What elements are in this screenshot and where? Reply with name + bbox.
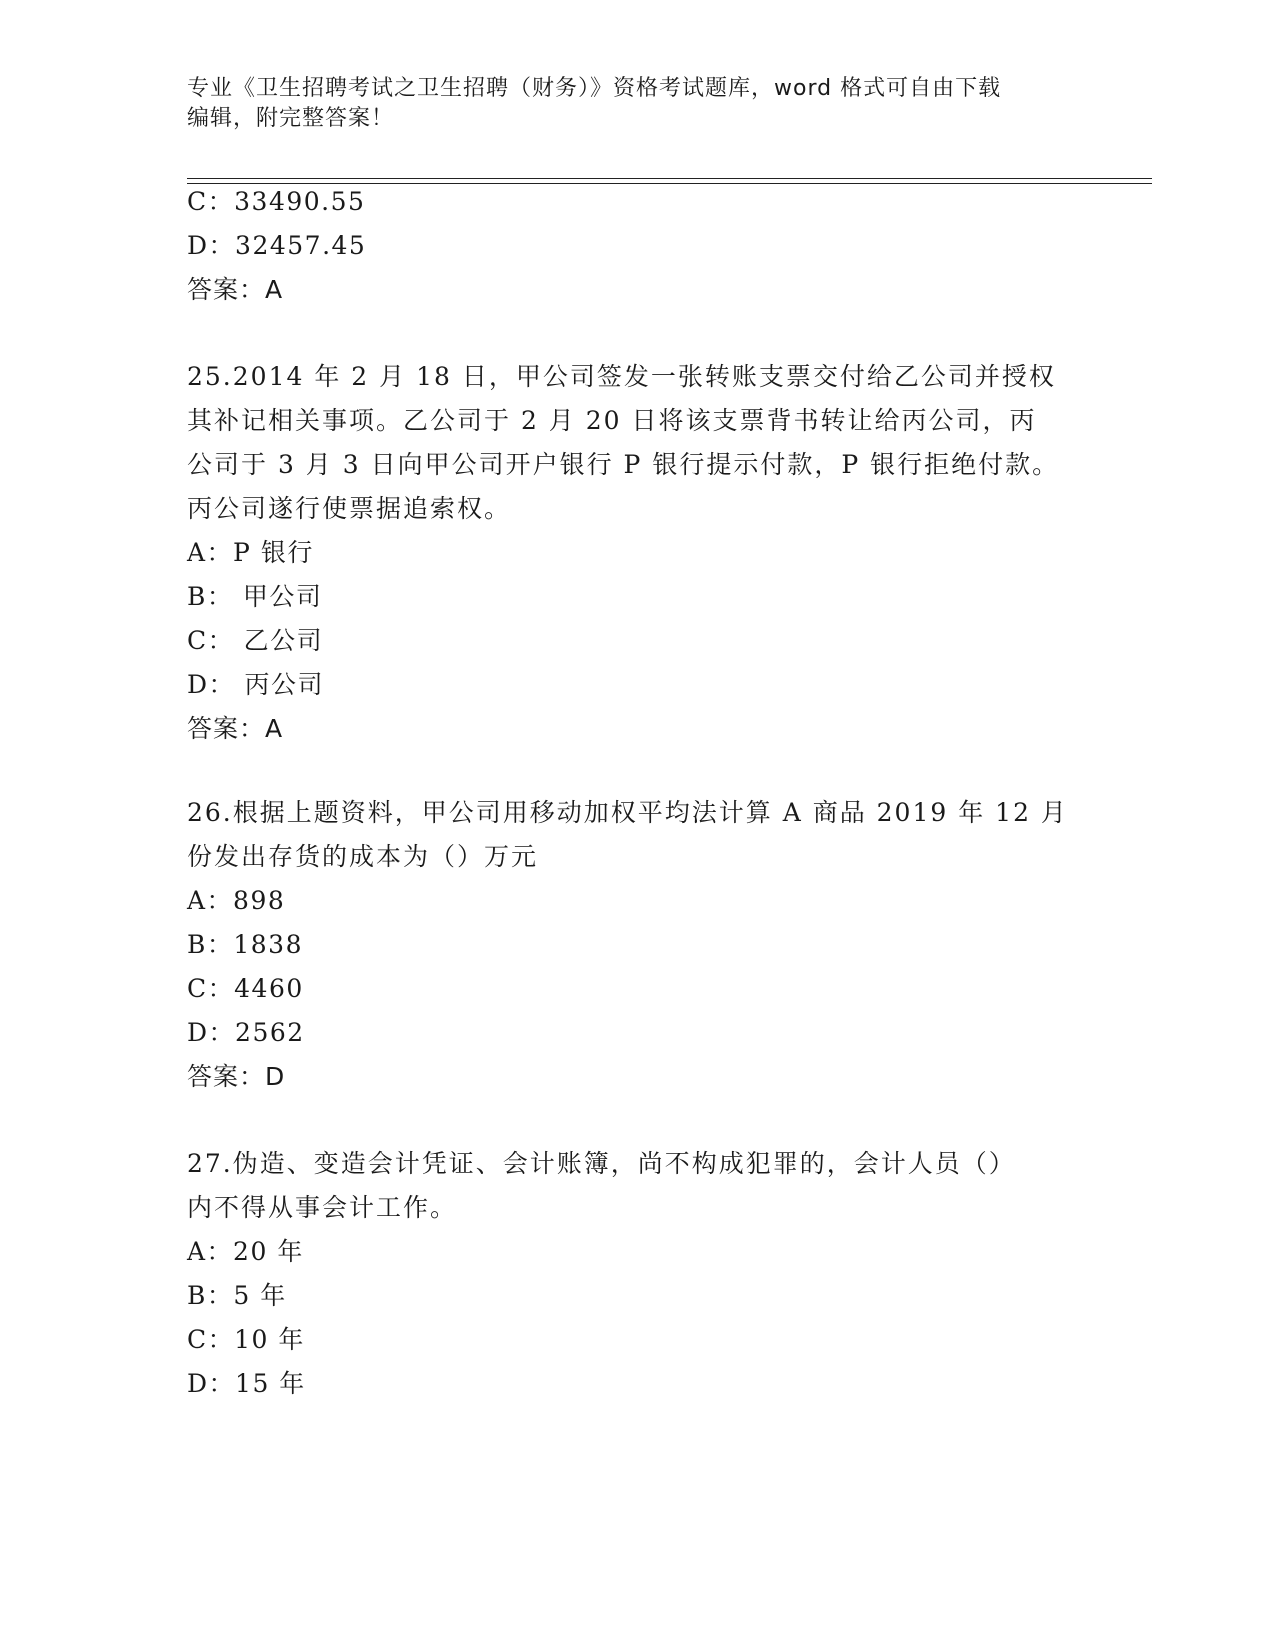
- question-25-line-2: 其补记相关事项。乙公司于 2 月 20 日将该支票背书转让给丙公司，丙: [187, 406, 1037, 435]
- question-26-option-a: A：898: [187, 886, 286, 915]
- question-26-answer: 答案：D: [187, 1062, 286, 1091]
- question-26-option-c: C：4460: [187, 974, 304, 1003]
- header-divider-bottom: [187, 183, 1152, 184]
- question-27-option-b: B：5 年: [187, 1281, 287, 1310]
- question-27-line-1: 27.伪造、变造会计凭证、会计账簿，尚不构成犯罪的，会计人员（）: [187, 1149, 1016, 1178]
- question-25-option-d: D： 丙公司: [187, 670, 324, 699]
- question-26-option-b: B：1838: [187, 930, 303, 959]
- answer-line: 答案：A: [187, 275, 284, 304]
- page-header: [187, 74, 1087, 134]
- question-27-option-a: A：20 年: [187, 1237, 304, 1266]
- question-27-line-2: 内不得从事会计工作。: [187, 1193, 458, 1222]
- question-26-line-1: 26.根据上题资料，甲公司用移动加权平均法计算 A 商品 2019 年 12 月: [187, 798, 1068, 827]
- question-25-line-4: 丙公司遂行使票据追索权。: [187, 494, 512, 523]
- question-25-option-c: C： 乙公司: [187, 626, 324, 655]
- header-line-1: 专业《卫生招聘考试之卫生招聘（财务）》资格考试题库，word 格式可自由下载: [187, 76, 1002, 101]
- header-divider-top: [187, 178, 1152, 179]
- header-line-2: 编辑，附完整答案！: [187, 106, 395, 131]
- question-25-option-b: B： 甲公司: [187, 582, 323, 611]
- option-d: D：32457.45: [187, 231, 367, 260]
- question-25-option-a: A：P 银行: [187, 538, 314, 567]
- question-25-line-1: 25.2014 年 2 月 18 日，甲公司签发一张转账支票交付给乙公司并授权: [187, 362, 1056, 391]
- option-c: C：33490.55: [187, 187, 366, 216]
- question-27-option-c: C：10 年: [187, 1325, 305, 1354]
- question-27-option-d: D：15 年: [187, 1369, 306, 1398]
- question-26-line-2: 份发出存货的成本为（）万元: [187, 842, 539, 871]
- question-25-answer: 答案：A: [187, 714, 284, 743]
- question-26-option-d: D：2562: [187, 1018, 305, 1047]
- question-25-line-3: 公司于 3 月 3 日向甲公司开户银行 P 银行提示付款，P 银行拒绝付款。: [187, 450, 1060, 479]
